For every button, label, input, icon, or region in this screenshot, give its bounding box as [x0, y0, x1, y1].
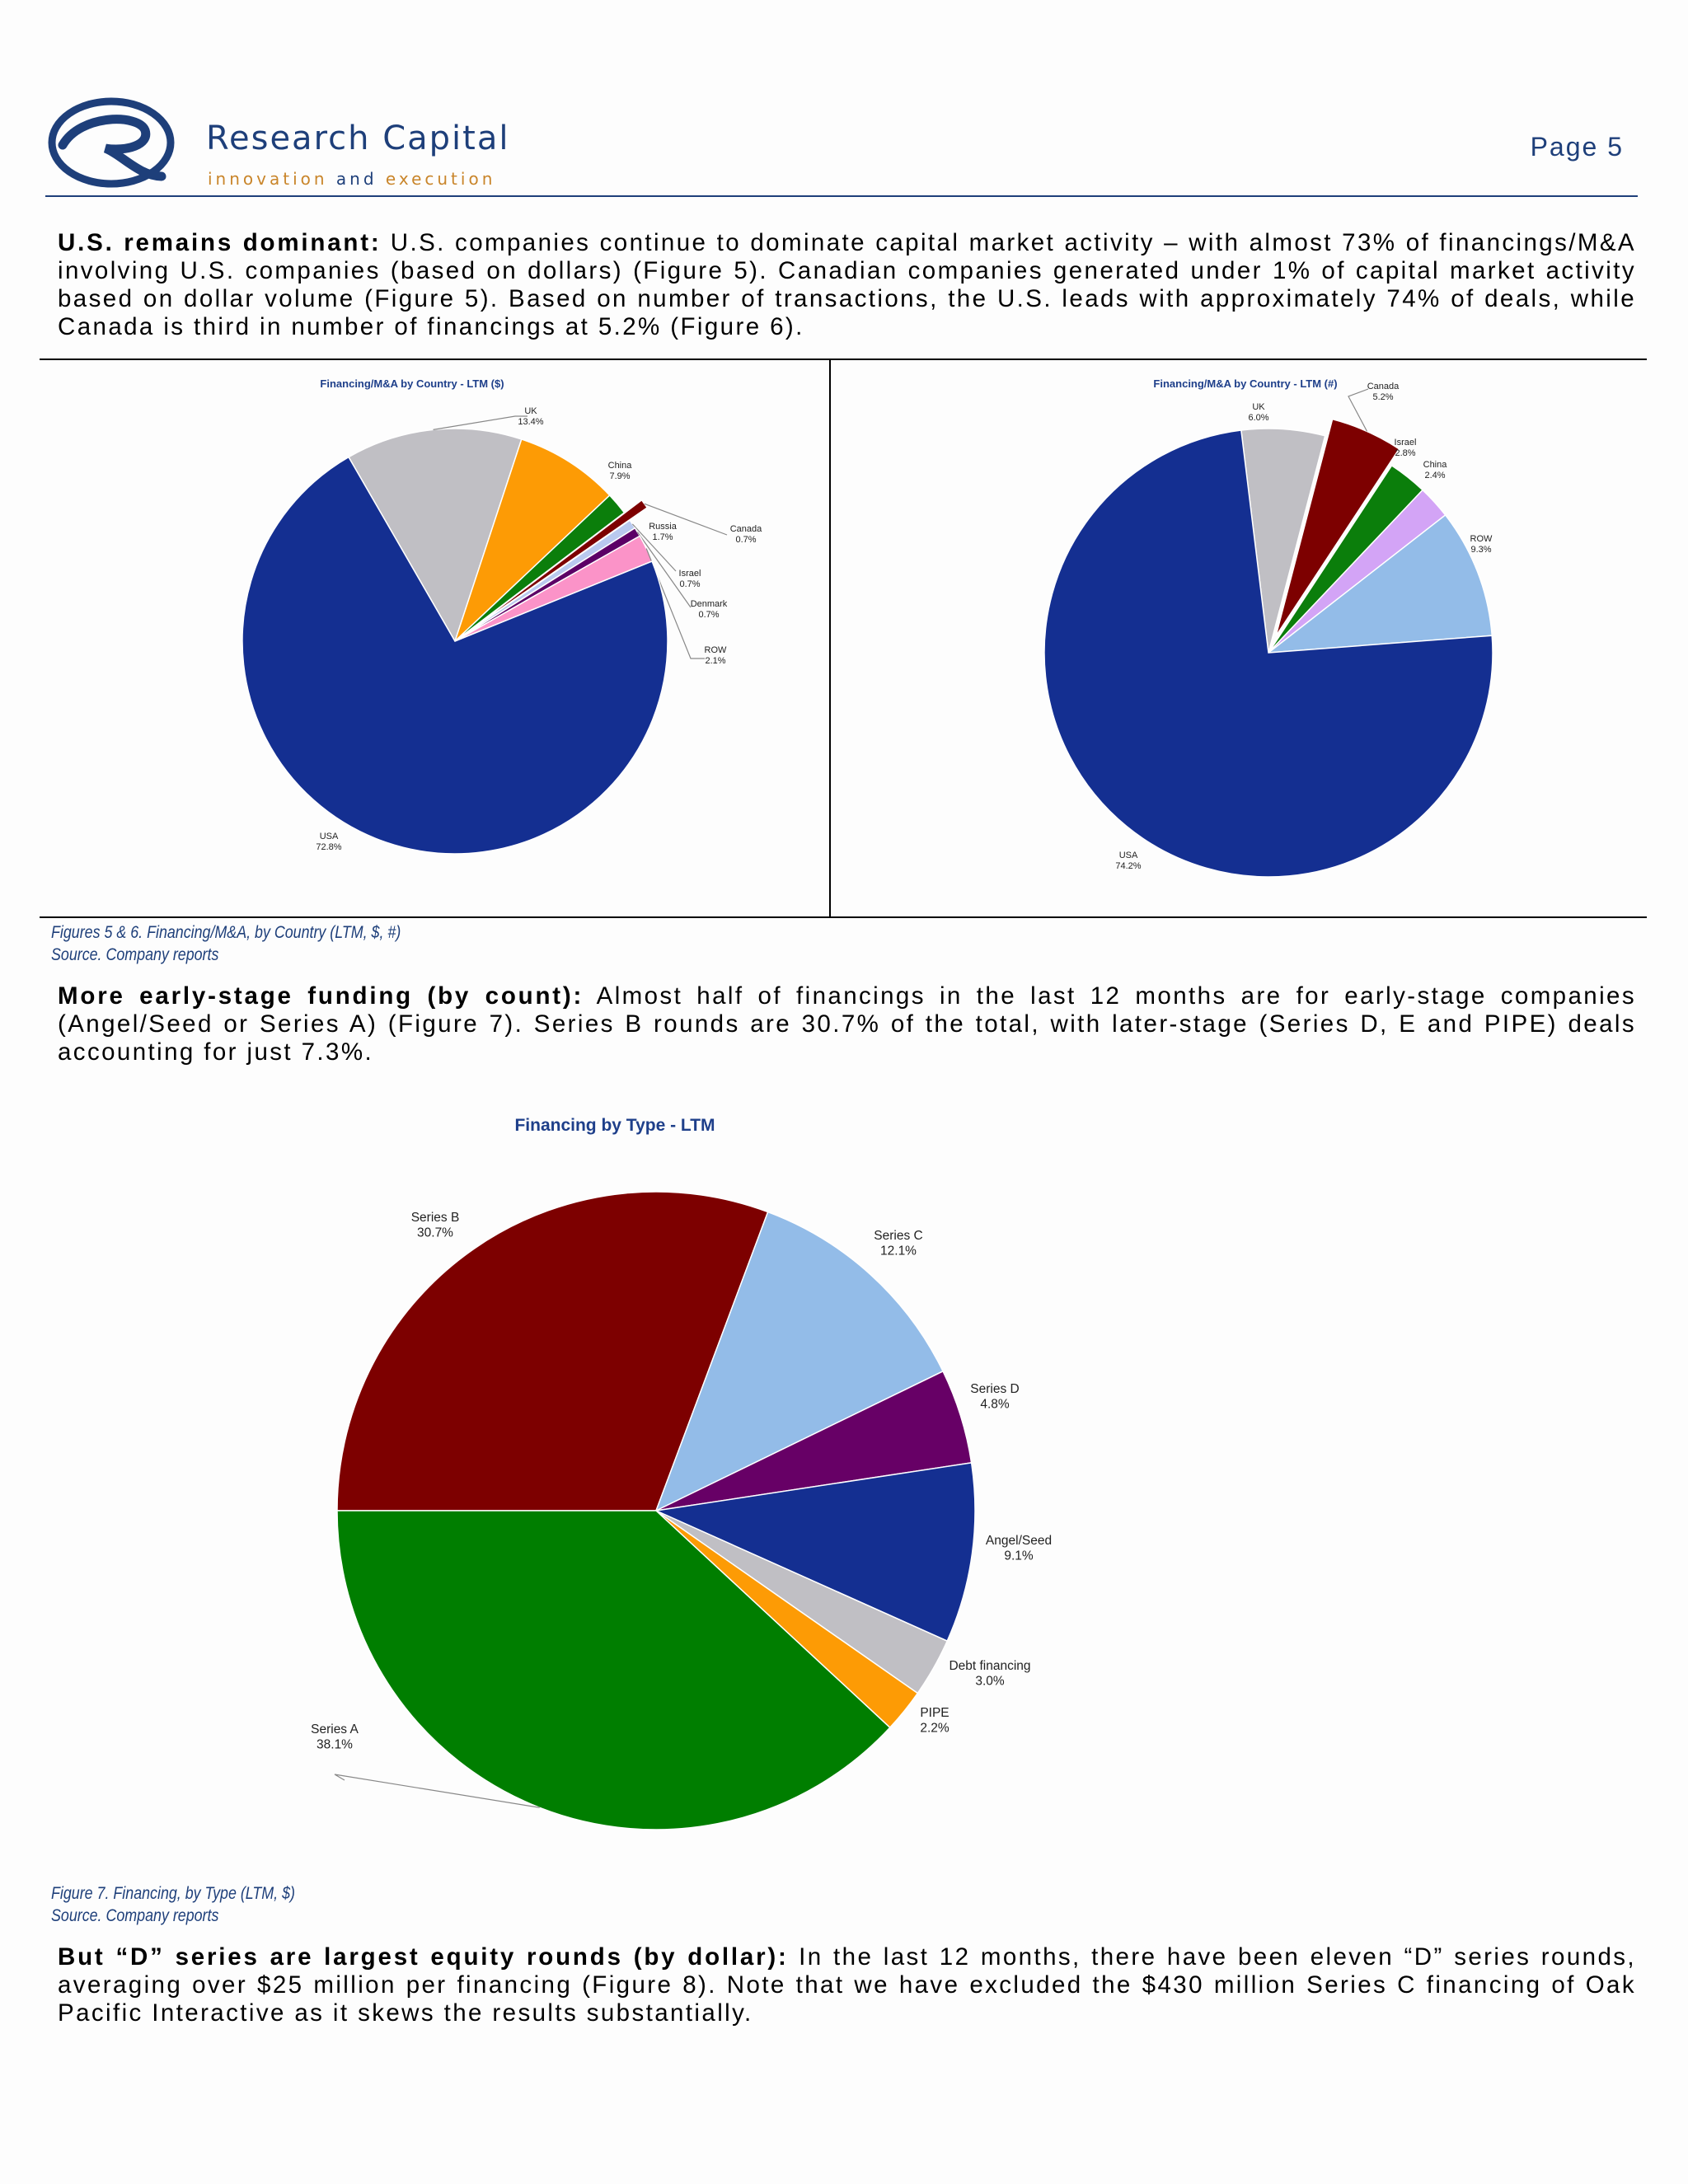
- figure-box-bottom-rule: [40, 916, 1647, 918]
- slice-value-series-d: 4.8%: [980, 1397, 1010, 1412]
- paragraph-lead: But “D” series are largest equity rounds (by dollar):: [58, 1943, 789, 1971]
- slice-value-denmark: 0.7%: [698, 610, 720, 621]
- paragraph-lead: U.S. remains dominant:: [58, 229, 382, 256]
- slice-value-pipe: 2.2%: [920, 1721, 950, 1736]
- paragraph-us-dominant: [58, 229, 1636, 341]
- tagline-execution: execution: [385, 169, 496, 189]
- company-logo: [48, 97, 176, 188]
- logo-mark-icon: [48, 97, 176, 188]
- chart-title: Financing by Type - LTM: [514, 1116, 715, 1135]
- slice-label-denmark: Denmark: [690, 599, 728, 609]
- slice-label-china: China: [607, 461, 632, 471]
- tagline-and: and: [335, 169, 377, 189]
- paragraph-early-stage: [58, 982, 1636, 1066]
- slice-label-series-b: Series B: [410, 1211, 460, 1225]
- caption-source: Source. Company reports: [51, 945, 219, 964]
- header-divider: [45, 195, 1638, 197]
- slice-label-debt-financing: Debt financing: [949, 1659, 1031, 1673]
- slice-value-usa: 74.2%: [1115, 861, 1142, 872]
- page-number: Page 5: [1530, 132, 1624, 162]
- paragraph-body: Almost half of financings in the last 12 months are for early-stage companies (Angel/Seed or Series A) (Figure 7). Series B rounds are 30.7% of the total, with later-stage (Series D, E and PIPE) deals accounting for just 7.3%.: [58, 982, 1636, 1066]
- slice-label-usa: USA: [1118, 851, 1138, 860]
- slice-value-russia: 1.7%: [652, 532, 673, 543]
- slice-label-pipe: PIPE: [920, 1706, 950, 1720]
- chart-title: Financing/M&A by Country - LTM ($): [320, 377, 504, 390]
- slice-value-canada: 5.2%: [1372, 392, 1394, 403]
- slice-value-series-b: 30.7%: [417, 1226, 453, 1240]
- figure-caption-5-6: [51, 921, 401, 966]
- slice-value-china: 7.9%: [609, 471, 631, 482]
- slice-value-usa: 72.8%: [316, 842, 342, 853]
- tagline-innovation: innovation: [208, 169, 328, 189]
- slice-label-israel: Israel: [1394, 438, 1417, 448]
- slice-value-uk: 13.4%: [518, 417, 544, 428]
- slice-label-uk: UK: [524, 406, 537, 416]
- slice-value-china: 2.4%: [1424, 471, 1446, 481]
- slice-label-canada: Canada: [729, 524, 762, 534]
- slice-label-row: ROW: [1470, 534, 1493, 544]
- paragraph-body: U.S. companies continue to dominate capital market activity – with almost 73% of financings/M&A involving U.S. companies (based on dollars) (Figure 5). Canadian companies generated under 1% of capital market activity based on dollar volume (Figure 5). Based on number of transactions, the U.S. leads with approximately 74% of deals, while Canada is third in number of financings at 5.2% (Figure 6).: [58, 229, 1636, 340]
- slice-label-row: ROW: [704, 645, 727, 655]
- pie-chart-by-country-count: [831, 360, 1647, 916]
- slice-value-series-a: 38.1%: [316, 1737, 353, 1752]
- caption-title: Figure 7. Financing, by Type (LTM, $): [51, 1884, 295, 1903]
- leader-line-uk: [434, 416, 528, 429]
- slice-label-series-c: Series C: [874, 1229, 923, 1243]
- paragraph-body: In the last 12 months, there have been eleven “D” series rounds, averaging over $25 million per financing (Figure 8). Note that we have excluded the $430 million Series C financing of Oak Pacific Interactive as it skews the results substantially.: [58, 1943, 1637, 2027]
- paragraph-d-series: [58, 1943, 1636, 2027]
- slice-value-canada: 0.7%: [735, 535, 757, 546]
- slice-label-series-d: Series D: [970, 1382, 1020, 1396]
- caption-source: Source. Company reports: [51, 1906, 219, 1925]
- slice-value-angel-seed: 9.1%: [1004, 1549, 1034, 1563]
- logo-name: Research Capital: [206, 120, 510, 157]
- slice-value-israel: 0.7%: [679, 579, 701, 590]
- caption-title: Figures 5 & 6. Financing/M&A, by Country (LTM, $, #): [51, 923, 401, 942]
- slice-label-uk: UK: [1252, 402, 1265, 412]
- paragraph-lead: More early-stage funding (by count):: [58, 982, 584, 1010]
- slice-value-row: 9.3%: [1470, 545, 1492, 555]
- slice-value-debt-financing: 3.0%: [975, 1674, 1005, 1689]
- figure-caption-7: [51, 1882, 295, 1927]
- slice-label-series-a: Series A: [311, 1722, 359, 1736]
- slice-label-angel-seed: Angel/Seed: [985, 1534, 1053, 1548]
- slice-value-israel: 2.8%: [1395, 448, 1416, 459]
- slice-value-series-c: 12.1%: [880, 1244, 917, 1258]
- chart-title: Financing/M&A by Country - LTM (#): [1153, 377, 1338, 390]
- slice-label-canada: Canada: [1367, 382, 1400, 391]
- slice-label-usa: USA: [319, 832, 339, 841]
- slice-label-russia: Russia: [649, 522, 677, 532]
- logo-tagline: [208, 169, 495, 189]
- slice-label-china: China: [1423, 460, 1447, 470]
- slice-value-row: 2.1%: [705, 656, 726, 667]
- pie-chart-by-country-dollars: [41, 360, 828, 916]
- slice-value-uk: 6.0%: [1248, 413, 1269, 424]
- slice-label-israel: Israel: [678, 569, 701, 579]
- pie-chart-by-type: [198, 1088, 1170, 1854]
